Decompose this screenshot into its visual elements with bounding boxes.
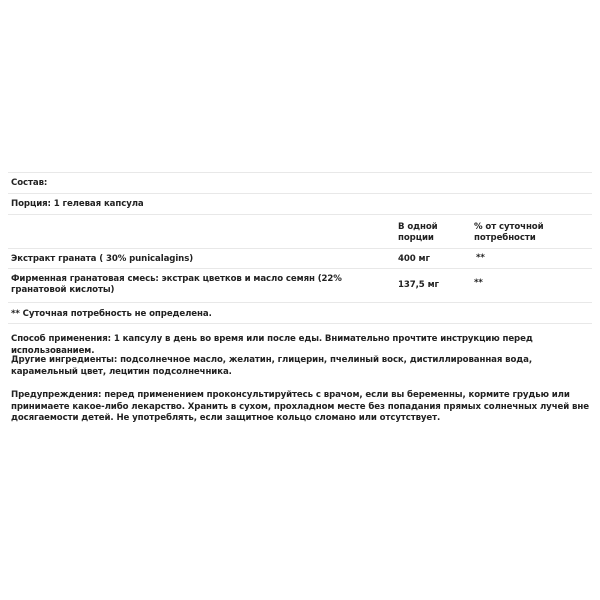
column-header-daily-value: % от суточной потребности [474, 222, 544, 243]
ingredient-name: Экстракт граната ( 30% punicalagins) [11, 254, 194, 264]
ingredient-amount: 137,5 мг [398, 280, 439, 290]
ingredient-amount: 400 мг [398, 254, 430, 264]
ingredient-daily-value: ** [474, 278, 483, 288]
ingredient-daily-value: ** [476, 253, 485, 263]
table-header-row [8, 214, 592, 248]
supplement-facts-table [8, 172, 592, 324]
warnings: Предупреждения: перед применением проконсультируйтесь с врачом, если вы беременны, кормите грудью или принимаете какое-либо лекарство. Хранить в сухом, прохладном месте без попадания прямых солнечных лучей вне досягаемости детей. Не употреблять, если защитное кольцо сломано или отсутствует. [11, 390, 589, 423]
table-row [8, 268, 592, 302]
daily-value-footnote: ** Суточная потребность не определена. [11, 309, 212, 319]
ingredient-name: Фирменная гранатовая смесь: экстрак цветков и масло семян (22% гранатовой кислоты) [11, 274, 342, 295]
usage-instructions: Способ применения: 1 капсулу в день во время или после еды. Внимательно прочтите инструкцию перед использованием. [11, 334, 533, 356]
other-ingredients: Другие ингредиенты: подсолнечное масло, желатин, глицерин, пчелиный воск, дистиллированная вода, карамельный цвет, лецитин подсолнечника. [11, 355, 533, 377]
serving-size: Порция: 1 гелевая капсула [11, 199, 144, 209]
column-header-amount: В одной порции [398, 222, 438, 243]
table-row [8, 248, 592, 268]
composition-title-row [8, 172, 592, 193]
serving-size-row [8, 193, 592, 214]
composition-title: Состав: [11, 178, 48, 188]
footnote-row [8, 302, 592, 324]
